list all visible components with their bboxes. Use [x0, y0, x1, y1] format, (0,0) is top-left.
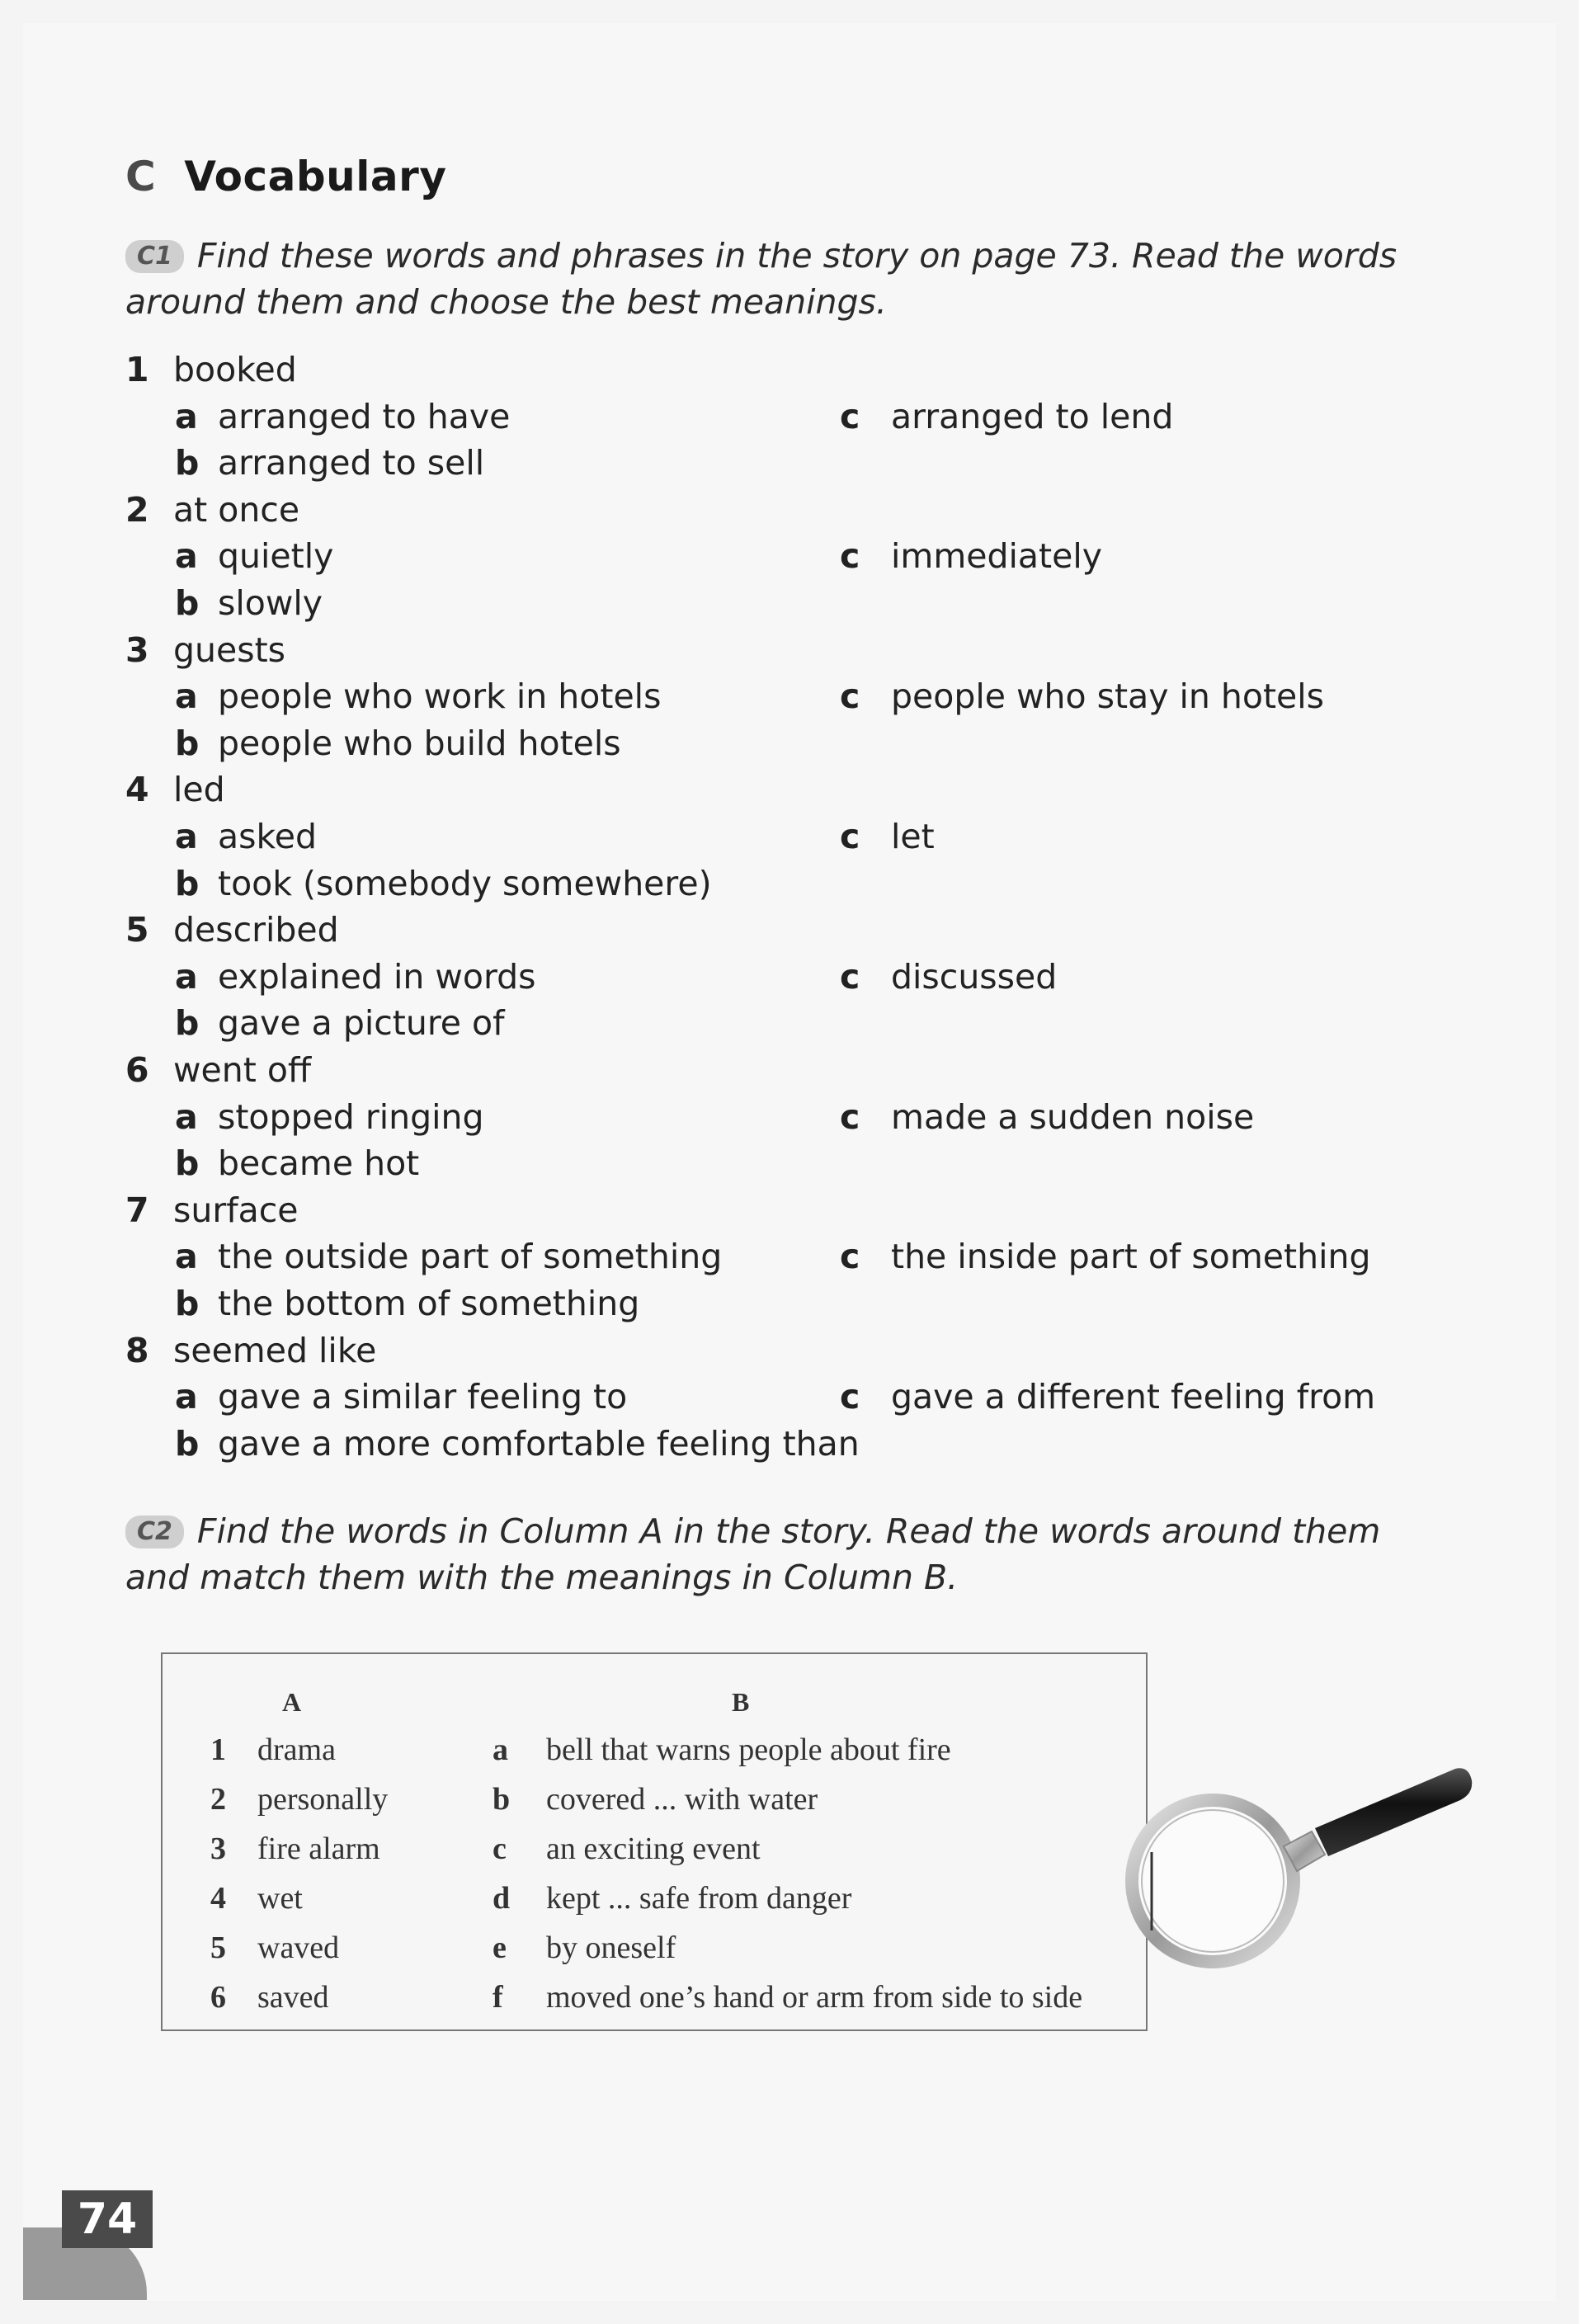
option-letter: b	[175, 1003, 200, 1044]
column-a-header: A	[282, 1687, 302, 1717]
column-b-meaning: covered ... with water	[546, 1782, 818, 1817]
option-text: the outside part of something	[218, 1237, 723, 1277]
question-word: booked	[173, 350, 297, 389]
c1-instruction-text: Find these words and phrases in the story on page 73. Read the words around them and choose the best meanings.	[125, 236, 1398, 322]
row-letter: b	[493, 1782, 511, 1817]
option-text: became hot	[218, 1143, 420, 1184]
option-letter: a	[175, 676, 198, 717]
option-letter: b	[175, 863, 200, 903]
column-a-word: fire alarm	[257, 1831, 380, 1866]
option-text: arranged to lend	[891, 396, 1174, 436]
option-text: slowly	[218, 583, 323, 623]
option-text: immediately	[891, 536, 1102, 577]
option-letter: a	[175, 1377, 198, 1417]
matching-row	[163, 1775, 1146, 1824]
matching-row	[163, 1725, 1146, 1775]
column-a-word: drama	[257, 1732, 336, 1767]
option-letter: c	[840, 1377, 860, 1417]
column-a-word: waved	[257, 1930, 340, 1965]
magnifying-glass-icon	[1122, 1757, 1485, 2021]
column-b-meaning: an exciting event	[546, 1831, 761, 1866]
option-text: the inside part of something	[891, 1237, 1371, 1277]
option-letter: c	[840, 956, 860, 997]
option-letter: a	[175, 1096, 198, 1137]
option-text: the bottom of something	[218, 1284, 640, 1323]
option-letter: a	[175, 536, 198, 577]
option-text: asked	[218, 817, 318, 856]
row-number: 6	[210, 1980, 226, 2015]
section-title: Vocabulary	[184, 153, 447, 200]
question-number: 7	[125, 1190, 149, 1230]
option-text: stopped ringing	[218, 1096, 484, 1137]
question-number: 1	[125, 350, 149, 389]
option-text: gave a more comfortable feeling than	[218, 1423, 860, 1464]
matching-row	[163, 1973, 1146, 2022]
row-letter: f	[493, 1980, 503, 2015]
question-number: 6	[125, 1050, 149, 1090]
column-a-word: saved	[257, 1980, 329, 2015]
row-letter: c	[493, 1831, 507, 1866]
option-letter: b	[175, 583, 200, 623]
matching-row	[163, 1923, 1146, 1973]
question-word: described	[173, 910, 339, 950]
option-letter: c	[840, 396, 860, 436]
row-number: 4	[210, 1881, 226, 1916]
column-b-header: B	[732, 1687, 750, 1717]
option-letter: c	[840, 1096, 860, 1137]
option-letter: c	[840, 1237, 860, 1277]
option-letter: a	[175, 1237, 198, 1277]
question-word: guests	[173, 629, 286, 670]
option-letter: b	[175, 723, 200, 763]
option-text: people who work in hotels	[218, 676, 662, 717]
section-letter: C	[125, 153, 157, 200]
option-text: arranged to have	[218, 396, 511, 436]
row-number: 3	[210, 1831, 226, 1866]
option-text: quietly	[218, 536, 334, 577]
row-number: 1	[210, 1732, 226, 1767]
question-number: 5	[125, 910, 149, 950]
option-text: gave a different feeling from	[891, 1377, 1376, 1417]
option-text: gave a similar feeling to	[218, 1377, 628, 1417]
c1-badge: C1	[125, 240, 184, 273]
option-text: discussed	[891, 956, 1058, 997]
c1-instruction	[125, 233, 1437, 325]
option-letter: a	[175, 396, 198, 436]
question-word: seemed like	[173, 1330, 377, 1370]
question-word: at once	[173, 489, 300, 530]
column-a-word: wet	[257, 1881, 303, 1916]
option-text: explained in words	[218, 956, 536, 997]
option-text: arranged to sell	[218, 443, 485, 483]
option-text: let	[891, 817, 935, 856]
c2-instruction	[125, 1508, 1437, 1600]
option-letter: a	[175, 956, 198, 997]
option-letter: b	[175, 1284, 200, 1323]
column-b-meaning: kept ... safe from danger	[546, 1881, 852, 1916]
question-word: surface	[173, 1190, 299, 1230]
column-a-word: personally	[257, 1782, 389, 1817]
option-text: gave a picture of	[218, 1003, 505, 1044]
section-heading	[125, 153, 446, 200]
question-number: 2	[125, 489, 149, 530]
row-letter: a	[493, 1732, 508, 1767]
option-text: took (somebody somewhere)	[218, 863, 712, 903]
row-letter: d	[493, 1881, 511, 1916]
question-word: led	[173, 770, 225, 810]
question-number: 3	[125, 629, 149, 670]
question-number: 8	[125, 1330, 149, 1370]
option-letter: a	[175, 817, 198, 856]
matching-row	[163, 1874, 1146, 1923]
option-text: made a sudden noise	[891, 1096, 1255, 1137]
column-b-meaning: by oneself	[546, 1930, 676, 1965]
option-letter: b	[175, 443, 200, 483]
page-number: 74	[62, 2190, 153, 2248]
option-letter: b	[175, 1143, 200, 1184]
option-letter: c	[840, 676, 860, 717]
matching-row	[163, 1824, 1146, 1874]
matching-table	[161, 1652, 1148, 2031]
column-b-meaning: bell that warns people about fire	[546, 1732, 951, 1767]
row-number: 2	[210, 1782, 226, 1817]
question-word: went off	[173, 1050, 312, 1090]
option-letter: b	[175, 1423, 200, 1464]
option-letter: c	[840, 536, 860, 577]
c2-instruction-text: Find the words in Column A in the story. Read the words around them and match them with the meanings in Column B.	[125, 1511, 1381, 1597]
c2-badge: C2	[125, 1516, 184, 1549]
option-text: people who build hotels	[218, 723, 621, 763]
column-b-meaning: moved one’s hand or arm from side to side	[546, 1980, 1083, 2015]
option-text: people who stay in hotels	[891, 676, 1325, 717]
question-number: 4	[125, 770, 149, 810]
row-number: 5	[210, 1930, 226, 1965]
option-letter: c	[840, 817, 860, 856]
row-letter: e	[493, 1930, 507, 1965]
